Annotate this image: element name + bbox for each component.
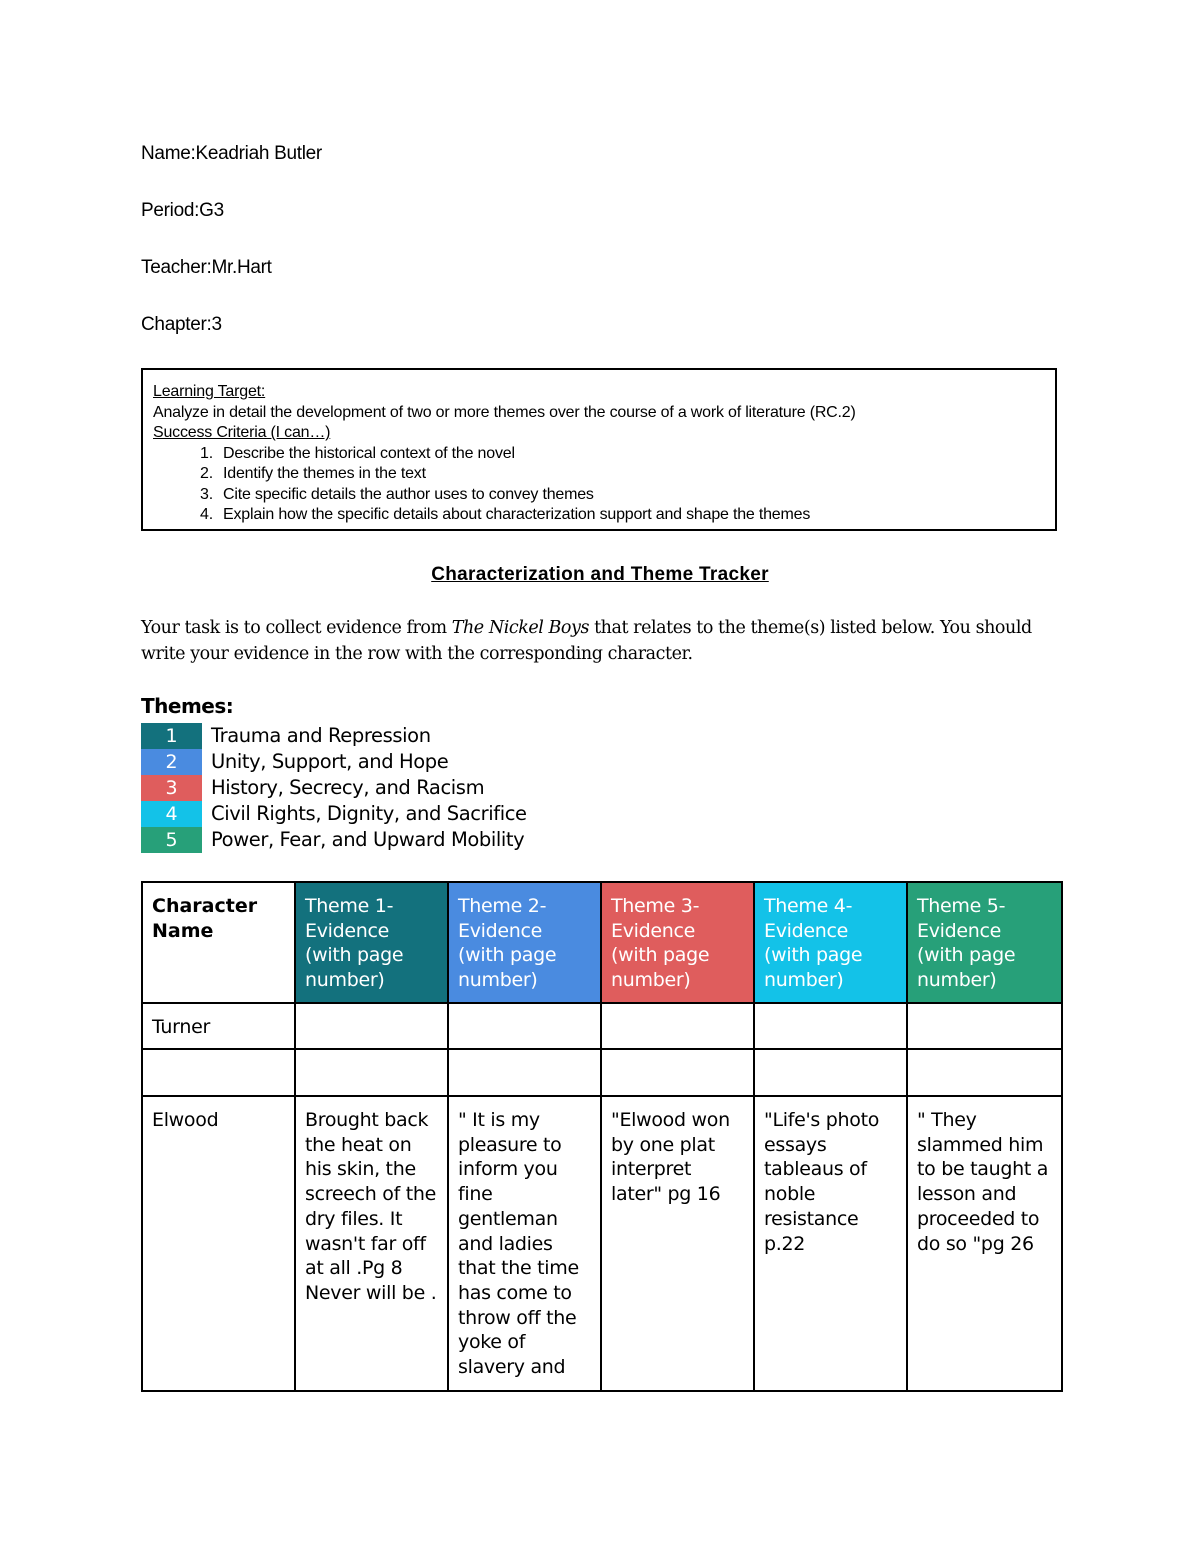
theme-legend-item — [141, 827, 527, 853]
success-criteria-heading: Success Criteria (I can…) — [153, 424, 331, 441]
theme-label: Unity, Support, and Hope — [211, 750, 449, 773]
learning-target-heading: Learning Target: — [153, 383, 266, 400]
success-criteria-list — [153, 444, 1045, 526]
table-row — [142, 1096, 1062, 1391]
evidence-cell[interactable] — [907, 1003, 1062, 1049]
criteria-item: 4. Explain how the specific details about characterization support and shape the themes — [200, 506, 811, 523]
evidence-cell[interactable] — [754, 1049, 907, 1096]
character-cell[interactable]: Turner — [142, 1003, 295, 1049]
table-row — [142, 1049, 1062, 1096]
theme-swatch: 2 — [141, 749, 203, 775]
criteria-item: 1. Describe the historical context of the novel — [200, 444, 515, 462]
teacher: Teacher:Mr.Hart — [141, 257, 272, 278]
theme-swatch: 3 — [141, 775, 203, 801]
theme-legend-item — [141, 775, 527, 801]
task-instructions: Your task is to collect evidence from The Nickel Boys that relates to the theme(s) listed below. You should write your evidence in the row with the corresponding character. — [141, 618, 1032, 664]
learning-target-box — [141, 368, 1057, 531]
evidence-cell[interactable]: "Life's photo essays tableaus of noble resistance p.22 — [754, 1096, 907, 1391]
header-theme-5: Theme 5- Evidence (with page number) — [907, 882, 1062, 1003]
book-title: The Nickel Boys — [451, 618, 589, 638]
student-name: Name:Keadriah Butler — [141, 143, 322, 164]
header-character-name: Character Name — [142, 882, 295, 1003]
theme-label: Civil Rights, Dignity, and Sacrifice — [211, 802, 527, 825]
period: Period:G3 — [141, 200, 224, 221]
evidence-cell[interactable]: " It is my pleasure to inform you fine gentleman and ladies that the time has come to throw off the yoke of slavery and — [448, 1096, 601, 1391]
theme-swatch: 5 — [141, 827, 203, 853]
theme-legend-item — [141, 801, 527, 827]
evidence-cell[interactable]: "Elwood won by one plat interpret later" pg 16 — [601, 1096, 754, 1391]
evidence-cell[interactable] — [601, 1003, 754, 1049]
table-row — [142, 1003, 1062, 1049]
evidence-cell[interactable]: " They slammed him to be taught a lesson and proceeded to do so "pg 26 — [907, 1096, 1062, 1391]
themes-heading: Themes: — [141, 694, 234, 718]
header-theme-1: Theme 1- Evidence (with page number) — [295, 882, 448, 1003]
chapter: Chapter:3 — [141, 314, 222, 335]
header-theme-3: Theme 3- Evidence (with page number) — [601, 882, 754, 1003]
evidence-cell[interactable] — [754, 1003, 907, 1049]
header-theme-2: Theme 2- Evidence (with page number) — [448, 882, 601, 1003]
evidence-cell[interactable] — [295, 1049, 448, 1096]
theme-swatch: 4 — [141, 801, 203, 827]
theme-tracker-table — [141, 881, 1063, 1392]
theme-swatch: 1 — [141, 723, 203, 749]
evidence-cell[interactable] — [295, 1003, 448, 1049]
theme-legend-item — [141, 723, 527, 749]
learning-target-text: Analyze in detail the development of two or more themes over the course of a work of literature (RC.2) — [153, 403, 856, 421]
theme-label: History, Secrecy, and Racism — [211, 776, 485, 799]
theme-label: Trauma and Repression — [211, 724, 431, 747]
evidence-cell[interactable] — [601, 1049, 754, 1096]
character-cell[interactable] — [142, 1049, 295, 1096]
evidence-cell[interactable]: Brought back the heat on his skin, the screech of the dry files. It wasn't far off at all .Pg 8 Never will be . — [295, 1096, 448, 1391]
evidence-cell[interactable] — [448, 1049, 601, 1096]
tracker-title: Characterization and Theme Tracker — [431, 564, 769, 585]
evidence-cell[interactable] — [448, 1003, 601, 1049]
criteria-item: 2. Identify the themes in the text — [200, 465, 426, 482]
table-header-row — [142, 882, 1062, 1003]
character-cell[interactable]: Elwood — [142, 1096, 295, 1391]
themes-legend — [141, 723, 527, 853]
theme-label: Power, Fear, and Upward Mobility — [211, 828, 525, 851]
evidence-cell[interactable] — [907, 1049, 1062, 1096]
header-theme-4: Theme 4- Evidence (with page number) — [754, 882, 907, 1003]
theme-legend-item — [141, 749, 527, 775]
criteria-item: 3. Cite specific details the author uses to convey themes — [200, 485, 594, 503]
